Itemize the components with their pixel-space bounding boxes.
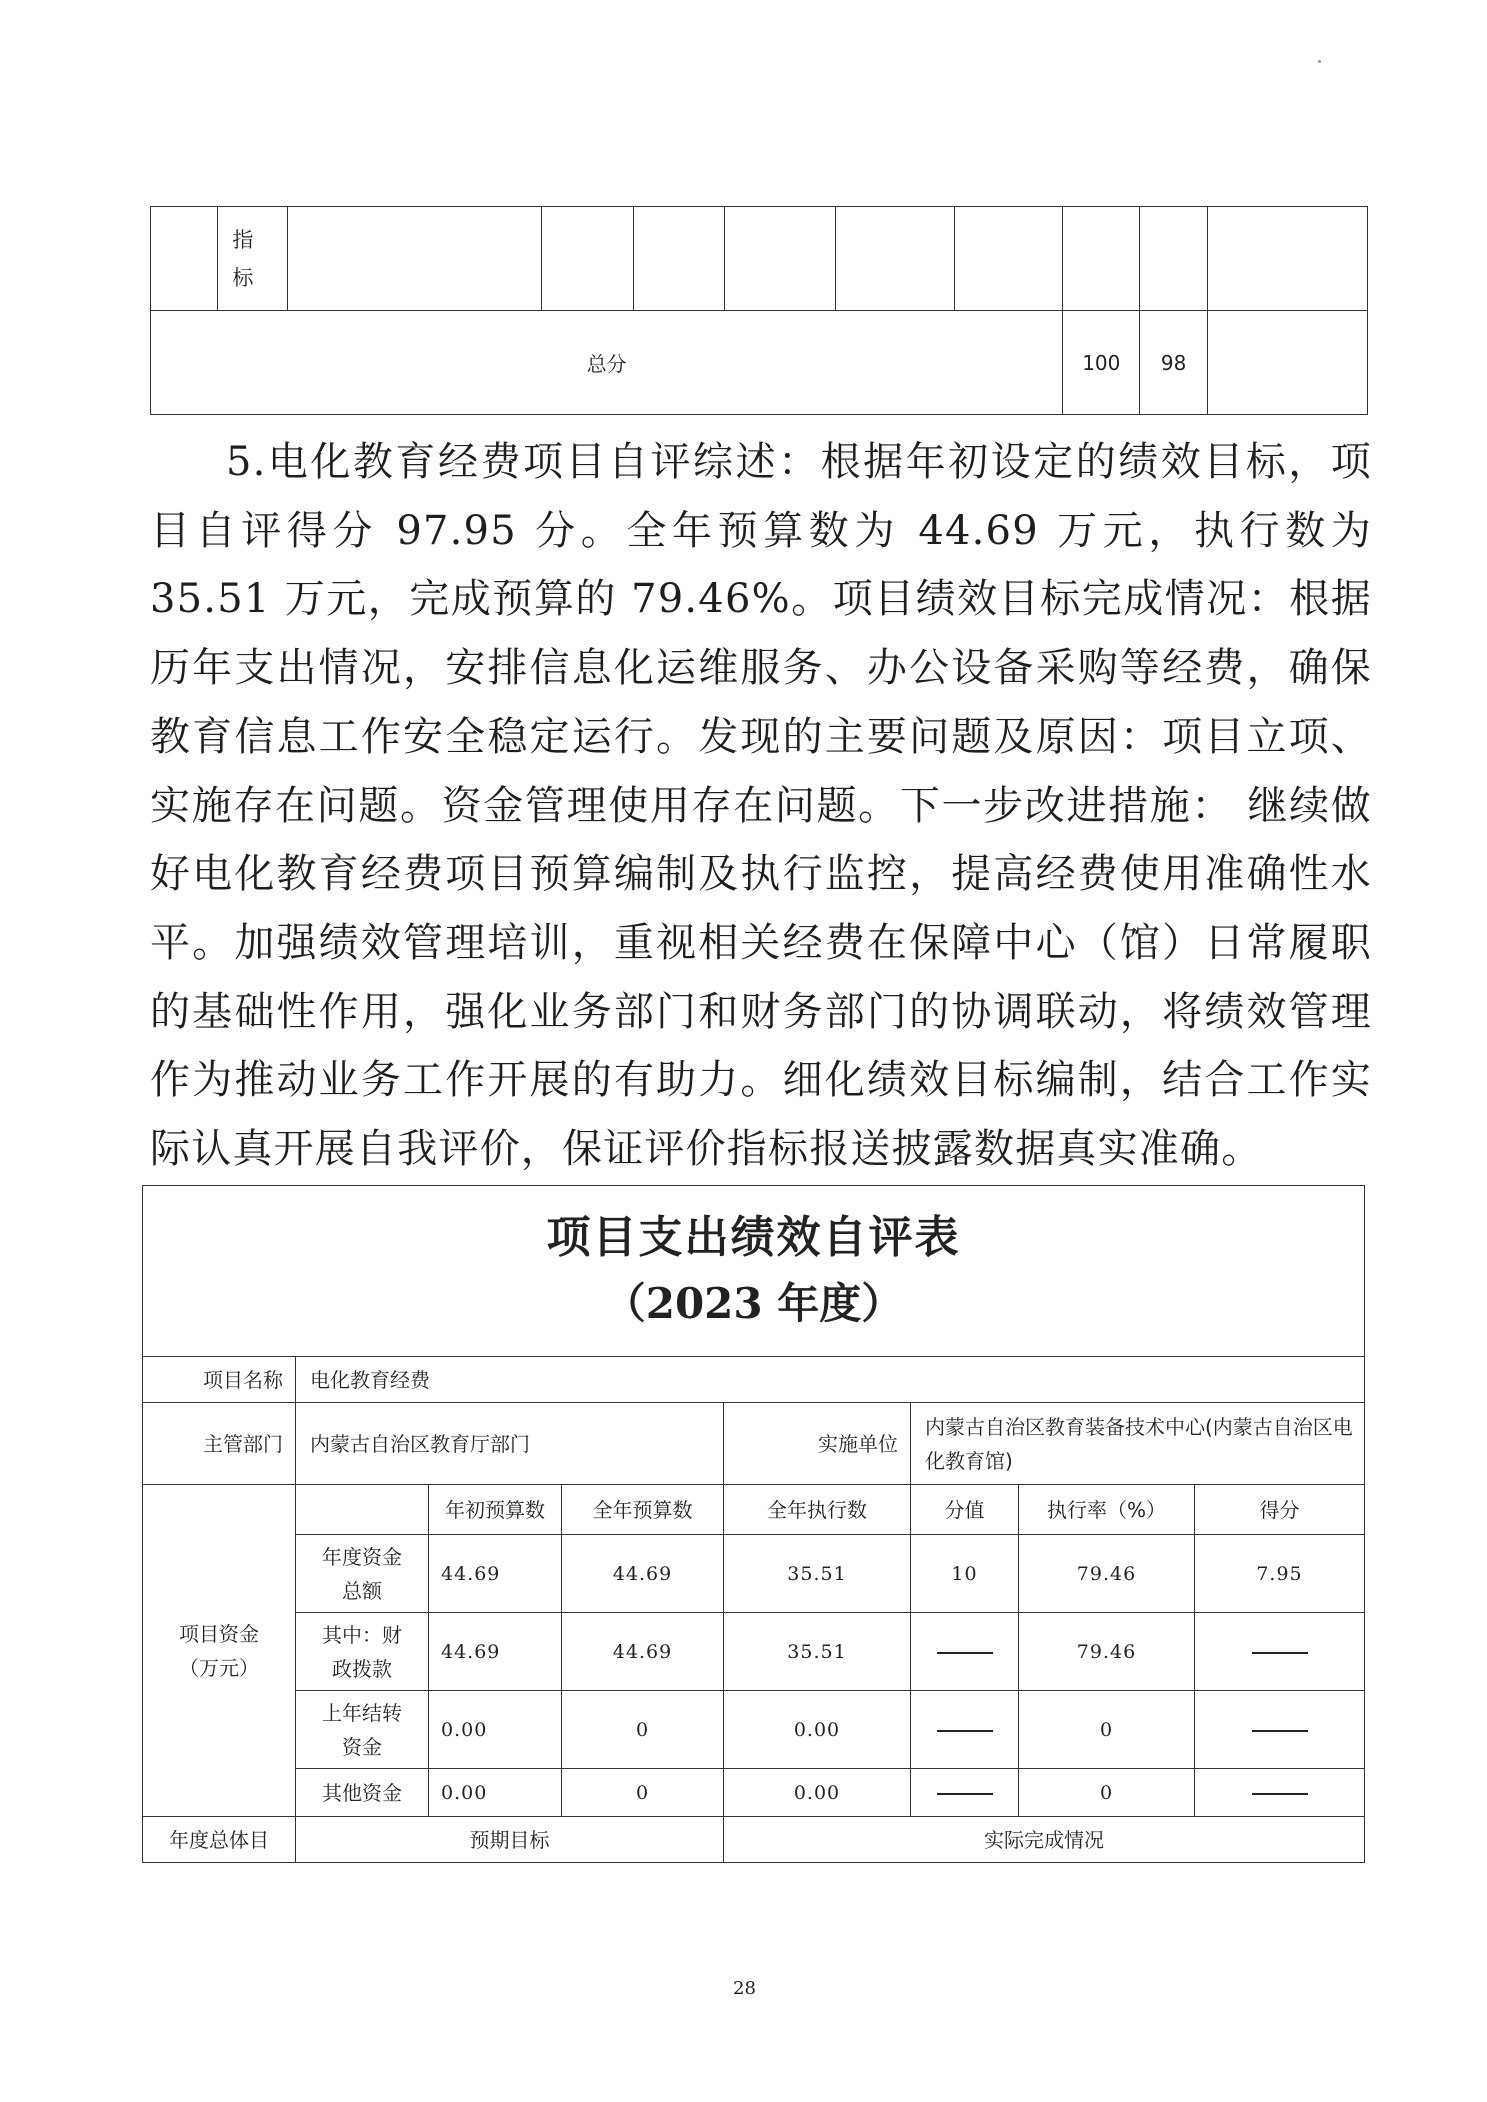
cell-score-empty [1195, 1613, 1365, 1691]
table-row [143, 1535, 1365, 1613]
dash-mark [937, 1793, 993, 1795]
header-execution-rate: 执行率（%） [1019, 1485, 1195, 1535]
cell-rate: 79.46 [1019, 1535, 1195, 1613]
header-initial-budget: 年初预算数 [429, 1485, 562, 1535]
dash-mark [937, 1730, 993, 1732]
header-annual-executed: 全年执行数 [724, 1485, 911, 1535]
header-weight: 分值 [911, 1485, 1019, 1535]
header-score: 得分 [1195, 1485, 1365, 1535]
cell-executed: 0.00 [724, 1691, 911, 1769]
cell-initial: 44.69 [429, 1613, 562, 1691]
project-name-value: 电化教育经费 [296, 1357, 1365, 1403]
dash-mark [1252, 1652, 1308, 1654]
indicator-label: 指 标 [218, 207, 288, 311]
department-label: 主管部门 [143, 1403, 296, 1485]
cell-weight-empty [911, 1691, 1019, 1769]
actual-completion-header: 实际完成情况 [724, 1817, 1365, 1863]
dash-mark [1252, 1730, 1308, 1732]
row-label: 其他资金 [296, 1769, 429, 1817]
cell-initial: 0.00 [429, 1691, 562, 1769]
table-row [143, 1613, 1365, 1691]
cell-initial: 0.00 [429, 1769, 562, 1817]
form-subtitle: （2023 年度） [603, 1279, 904, 1328]
cell-rate: 79.46 [1019, 1613, 1195, 1691]
cell-score: 7.95 [1195, 1535, 1365, 1613]
project-name-label: 项目名称 [143, 1357, 296, 1403]
cell-annual: 44.69 [562, 1613, 724, 1691]
cell-annual: 0 [562, 1691, 724, 1769]
cell-executed: 35.51 [724, 1535, 911, 1613]
expected-goal-header: 预期目标 [296, 1817, 724, 1863]
scan-speck [1318, 60, 1321, 63]
total-score-label: 总分 [151, 311, 1063, 415]
department-value: 内蒙古自治区教育厅部门 [296, 1403, 724, 1485]
self-evaluation-summary [150, 428, 1372, 1184]
row-label: 年度资金 总额 [296, 1535, 429, 1613]
cell-rate: 0 [1019, 1691, 1195, 1769]
cell-annual: 0 [562, 1769, 724, 1817]
form-header [143, 1186, 1365, 1357]
cell-executed: 35.51 [724, 1613, 911, 1691]
cell-weight-empty [911, 1769, 1019, 1817]
cell-rate: 0 [1019, 1769, 1195, 1817]
annual-goal-label: 年度总体目 [143, 1817, 296, 1863]
cell-score-empty [1195, 1769, 1365, 1817]
implementing-unit-value: 内蒙古自治区教育装备技术中心(内蒙古自治区电化教育馆) [911, 1403, 1365, 1485]
cell-annual: 44.69 [562, 1535, 724, 1613]
self-evaluation-form [142, 1185, 1365, 1863]
total-full-score: 100 [1063, 311, 1140, 415]
funds-label: 项目资金 （万元） [143, 1485, 296, 1817]
total-score: 98 [1140, 311, 1207, 415]
row-label: 其中：财 政拨款 [296, 1613, 429, 1691]
cell-executed: 0.00 [724, 1769, 911, 1817]
header-annual-budget: 全年预算数 [562, 1485, 724, 1535]
cell-weight-empty [911, 1613, 1019, 1691]
dash-mark [937, 1652, 993, 1654]
cell-score-empty [1195, 1691, 1365, 1769]
dash-mark [1252, 1793, 1308, 1795]
previous-table-continuation [150, 206, 1368, 415]
form-title: 项目支出绩效自评表 [546, 1212, 961, 1263]
cell-initial: 44.69 [429, 1535, 562, 1613]
table-row [143, 1691, 1365, 1769]
row-label: 上年结转 资金 [296, 1691, 429, 1769]
table-row [143, 1769, 1365, 1817]
summary-text: 5.电化教育经费项目自评综述：根据年初设定的绩效目标，项目自评得分 97.95 分。全年预算数为 44.69 万元，执行数为 35.51 万元，完成预算的 79.46%。项目绩效目标完成情况：根据历年支出情况，安排信息化运维服务、办公设备采购等经费，确保教育信息工作安全稳定运行。发现的主要问题及原因：项目立项、实施存在问题。资金管理使用存在问题。下一步改进措施： 继续做好电化教育经费项目预算编制及执行监控，提高经费使用准确性水平。加强绩效管理培训，重视相关经费在保障中心（馆）日常履职的基础性作用，强化业务部门和财务部门的协调联动，将绩效管理作为推动业务工作开展的有助力。细化绩效目标编制，结合工作实际认真开展自我评价，保证评价指标报送披露数据真实准确。 [150, 439, 1372, 1173]
cell-weight: 10 [911, 1535, 1019, 1613]
page-number: 28 [733, 1978, 756, 1999]
implementing-unit-label: 实施单位 [724, 1403, 911, 1485]
